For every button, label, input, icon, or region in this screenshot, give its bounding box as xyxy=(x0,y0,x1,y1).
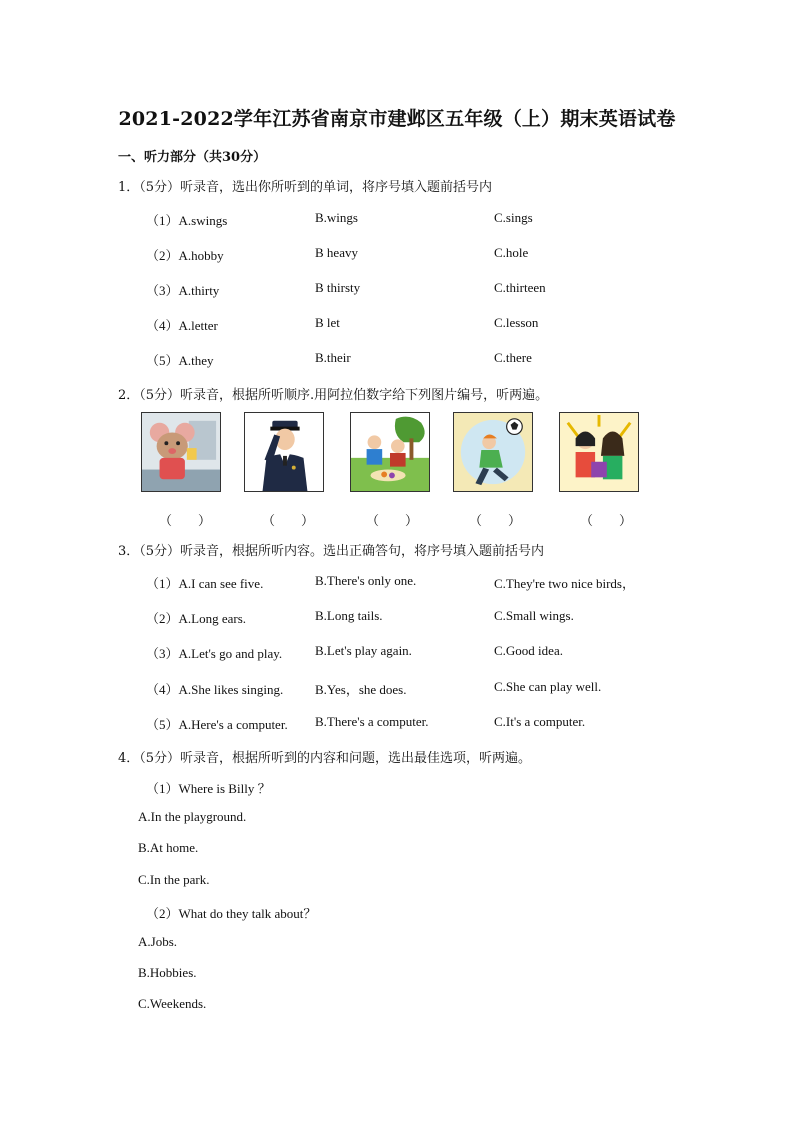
option-a: （3）A.thirty xyxy=(146,283,220,298)
option-c: C.thirteen xyxy=(494,280,546,295)
q3-row-4 xyxy=(0,679,794,699)
option-a: （1）A.I can see five. xyxy=(146,576,264,591)
option-a: （5）A.Here's a computer. xyxy=(146,717,288,732)
option-a: （2）A.hobby xyxy=(146,248,224,263)
option-b: B.Long tails. xyxy=(315,608,383,623)
option-c: C.Small wings. xyxy=(494,608,574,623)
option-a: A.Jobs. xyxy=(138,934,178,949)
option-c: C.It's a computer. xyxy=(494,714,586,729)
q1-row-4 xyxy=(0,315,794,335)
q3-row-5 xyxy=(0,714,794,734)
kids-shopping-icon xyxy=(559,412,639,492)
option-a: （4）A.letter xyxy=(146,318,218,333)
option-c: C.They're two nice birds， xyxy=(494,576,635,591)
option-c: C.In the park. xyxy=(138,872,210,887)
option-b: B.There's a computer. xyxy=(315,714,429,729)
option-c: C.hole xyxy=(494,245,529,260)
answer-blank[interactable]: （ ） xyxy=(580,514,633,529)
option-a: （4）A.She likes singing. xyxy=(146,682,284,697)
q1-row-5 xyxy=(0,350,794,370)
q1-row-2 xyxy=(0,245,794,265)
option-c: C.She can play well. xyxy=(494,679,602,694)
answer-blank[interactable]: （ ） xyxy=(262,514,315,529)
question-3-stem: 3．（5分）听录音，根据所听内容。选出正确答句，将序号填入题前括号内 xyxy=(118,544,545,559)
section-heading: 一、听力部分（共30分） xyxy=(118,150,267,165)
option-c: C.Weekends. xyxy=(138,996,207,1011)
option-b: B.There's only one. xyxy=(315,573,417,588)
option-a: A.In the playground. xyxy=(138,809,247,824)
question-4-stem: 4．（5分）听录音，根据所听到的内容和问题，选出最佳选项，听两遍。 xyxy=(118,751,532,766)
boy-football-icon xyxy=(453,412,533,492)
option-c: C.Good idea. xyxy=(494,643,563,658)
q3-row-2 xyxy=(0,608,794,628)
option-c: C.sings xyxy=(494,210,533,225)
option-b: B heavy xyxy=(315,245,358,260)
option-a: （1）A.swings xyxy=(146,213,228,228)
option-c: C.there xyxy=(494,350,532,365)
police-officer-icon xyxy=(244,412,324,492)
q3-row-3 xyxy=(0,643,794,663)
question-1-stem: 1．（5分）听录音，选出你所听到的单词，将序号填入题前括号内 xyxy=(118,180,493,195)
option-c: C.lesson xyxy=(494,315,539,330)
option-b: B.their xyxy=(315,350,351,365)
option-b: B.Yes，she does. xyxy=(315,682,407,697)
q3-row-1 xyxy=(0,573,794,593)
option-b: B let xyxy=(315,315,340,330)
sub-question-2: （2）What do they talk about？ xyxy=(146,906,317,921)
answer-blank[interactable]: （ ） xyxy=(159,514,212,529)
q1-row-1 xyxy=(0,210,794,230)
answer-blank[interactable]: （ ） xyxy=(366,514,419,529)
answer-blank[interactable]: （ ） xyxy=(469,514,522,529)
option-b: B.wings xyxy=(315,210,358,225)
option-a: （5）A.they xyxy=(146,353,214,368)
sub-question-1: （1）Where is Billy ？ xyxy=(146,781,271,796)
option-b: B.Let's play again. xyxy=(315,643,412,658)
q1-row-3 xyxy=(0,280,794,300)
option-a: （2）A.Long ears. xyxy=(146,611,247,626)
page-title: 2021-2022学年江苏省南京市建邺区五年级（上）期末英语试卷 xyxy=(118,108,676,130)
option-a: （3）A.Let's go and play. xyxy=(146,646,283,661)
mouse-cooking-icon xyxy=(141,412,221,492)
option-b: B.Hobbies. xyxy=(138,965,197,980)
option-b: B.At home. xyxy=(138,840,199,855)
question-2-stem: 2．（5分）听录音，根据所听顺序.用阿拉伯数字给下列图片编号，听两遍。 xyxy=(118,388,549,403)
option-b: B thirsty xyxy=(315,280,361,295)
kids-picnic-icon xyxy=(350,412,430,492)
